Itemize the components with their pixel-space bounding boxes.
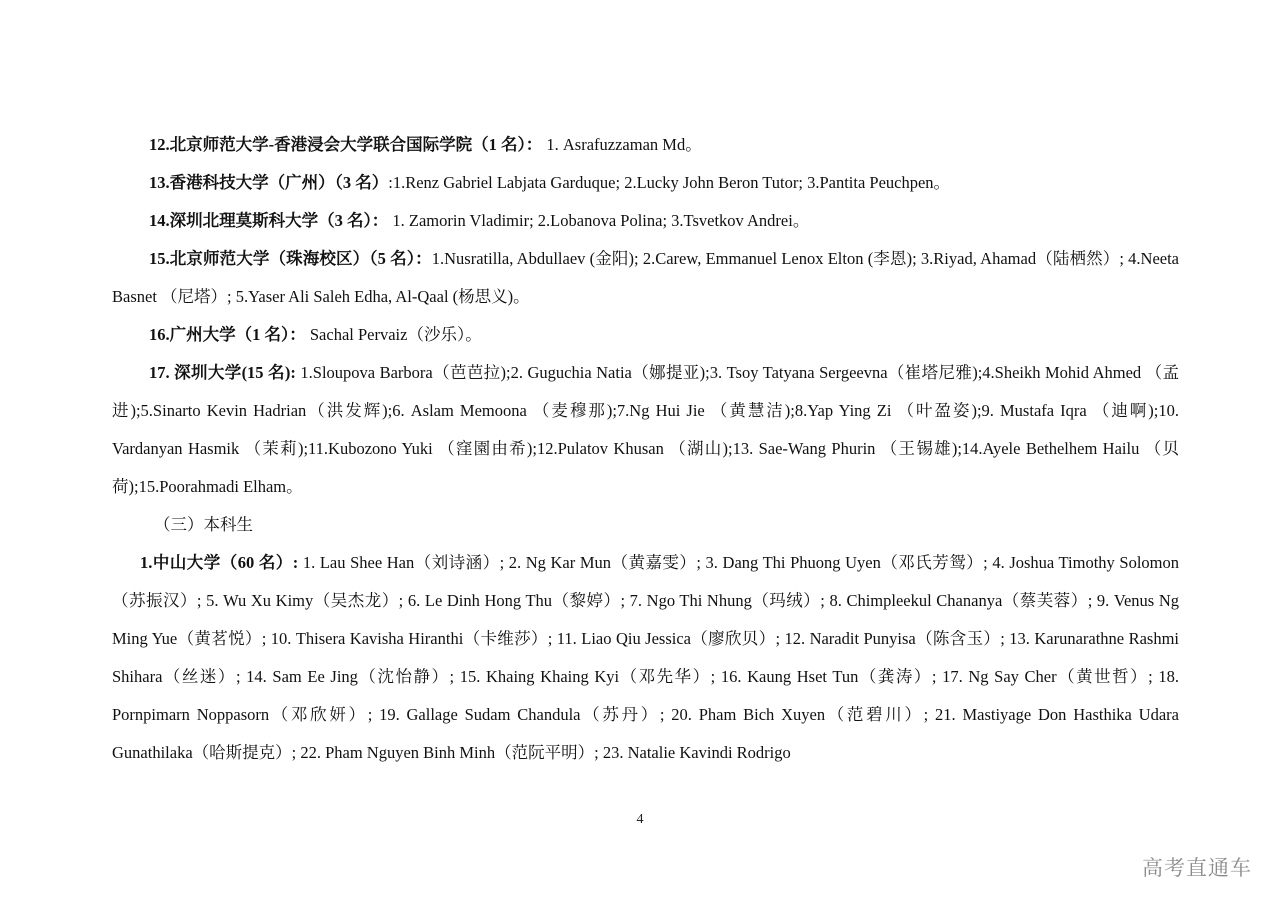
watermark-logo: 高考直通车 xyxy=(1142,856,1252,880)
document-body xyxy=(112,126,1179,772)
paragraph-heading: 1.中山大学（60 名）: xyxy=(140,553,299,572)
paragraph-item-17 xyxy=(112,354,1179,506)
paragraph-text: 1.Sloupova Barbora（芭芭拉);2. Guguchia Natia（娜提亚);3. Tsoy Tatyana Sergeevna（崔塔尼雅);4.Sheikh Mohid Ahmed （孟进);5.Sinarto Kevin Hadrian（洪发辉);6. Aslam Memoona （麦穆那);7.Ng Hui Jie （黄慧洁);8.Yap Ying Zi （叶盈姿);9. Mustafa Iqra （迪啊);10. Vardanyan Hasmik （茉莉);11.Kubozono Yuki （窪園由希);12.Pulatov Khusan （湖山);13. Sae-Wang Phurin （王锡雄);14.Ayele Bethelhem Hailu （贝荷);15.Poorahmadi Elham。 xyxy=(112,363,1180,496)
paragraph-heading: 12.北京师范大学-香港浸会大学联合国际学院（1 名）： xyxy=(149,135,543,154)
section-heading: （三）本科生 xyxy=(154,515,253,534)
paragraph-text: 1. Asrafuzzaman Md。 xyxy=(542,135,702,154)
paragraph-heading: 14.深圳北理莫斯科大学（3 名）： xyxy=(149,211,389,230)
paragraph-item-15 xyxy=(112,240,1179,316)
paragraph-text: :1.Renz Gabriel Labjata Garduque; 2.Lucky John Beron Tutor; 3.Pantita Peuchpen。 xyxy=(388,173,951,192)
paragraph-text: 1. Lau Shee Han（刘诗涵）; 2. Ng Kar Mun（黄嘉雯）; 3. Dang Thi Phuong Uyen（邓氏芳鸳）; 4. Joshua Timothy Solomon（苏振汉）; 5. Wu Xu Kimy（吴杰龙）; 6. Le Dinh Hong Thu（黎婷）; 7. Ngo Thi Nhung（玛绒）; 8. Chimpleekul Chananya（蔡芙蓉）; 9. Venus Ng Ming Yue（黄茗悦）; 10. Thisera Kavisha Hiranthi（卡维莎）; 11. Liao Qiu Jessica（廖欣贝）; 12. Naradit Punyisa（陈含玉）; 13. Karunarathne Rashmi Shihara（丝迷）; 14. Sam Ee Jing（沈怡静）; 15. Khaing Khaing Kyi（邓先华）; 16. Kaung Hset Tun（龚涛）; 17. Ng Say Cher（黄世哲）; 18. Pornpimarn Noppasorn（邓欣妍）; 19. Gallage Sudam Chandula（苏丹）; 20. Pham Bich Xuyen（范碧川）; 21. Mastiyage Don Hasthika Udara Gunathilaka（哈斯提克）; 22. Pham Nguyen Binh Minh（范阮平明）; 23. Natalie Kavindi Rodrigo xyxy=(112,553,1179,762)
paragraph-heading: 16.广州大学（1 名）： xyxy=(149,325,306,344)
paragraph-heading: 13.香港科技大学（广州）（3 名） xyxy=(149,173,389,192)
paragraph-text: 1. Zamorin Vladimir; 2.Lobanova Polina; 3.Tsvetkov Andrei。 xyxy=(388,211,810,230)
page-number: 4 xyxy=(636,812,644,827)
paragraph-item-16 xyxy=(112,316,1179,354)
paragraph-text: Sachal Pervaiz（沙乐）。 xyxy=(305,325,482,344)
paragraph-item-13 xyxy=(112,164,1179,202)
paragraph-text: 1.Nusratilla, Abdullaev (金阳); 2.Carew, Emmanuel Lenox Elton (李恩); 3.Riyad, Ahamad（陆栖然）; 4.Neeta Basnet （尼塔）; 5.Yaser Ali Saleh Edha, Al-Qaal (杨思义)。 xyxy=(112,249,1180,306)
paragraph-item-14 xyxy=(112,202,1179,240)
paragraph-heading: 17. 深圳大学(15 名): xyxy=(149,363,296,382)
paragraph-heading: 15.北京师范大学（珠海校区）（5 名）： xyxy=(149,249,432,268)
paragraph-item-undergrad-1 xyxy=(112,544,1179,772)
paragraph-item-12 xyxy=(112,126,1179,164)
